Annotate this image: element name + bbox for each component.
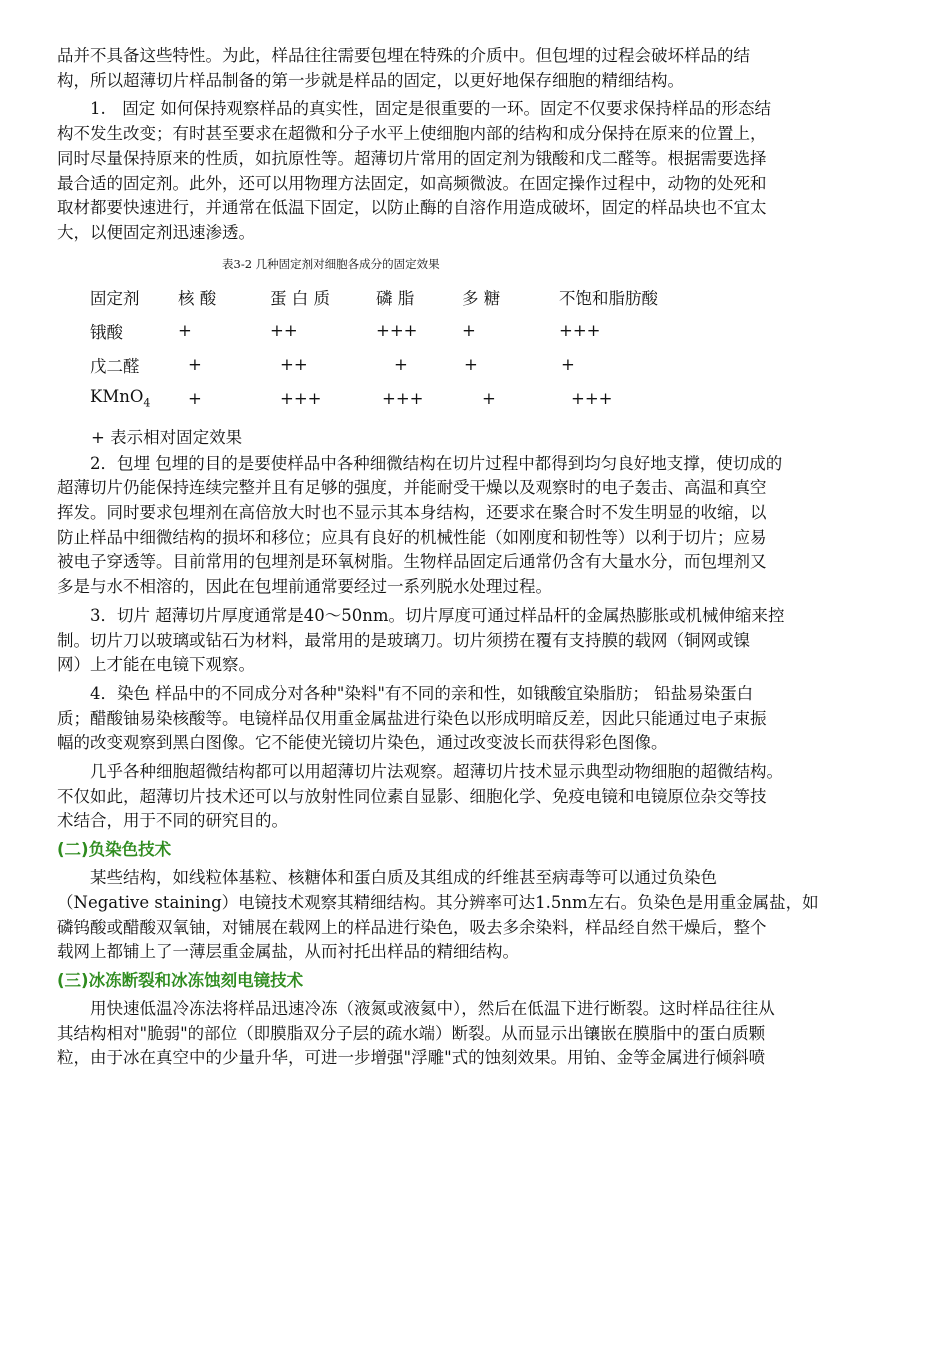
section-heading-negative-staining: (二)负染色技术 [57, 840, 172, 860]
table-cell: + [188, 355, 202, 375]
table-cell: +++ [559, 321, 601, 341]
table-cell: +++ [376, 321, 418, 341]
agent-formula: KMnO [90, 387, 144, 407]
table-cell: + [188, 389, 202, 409]
column-header: 多 糖 [462, 288, 501, 308]
column-header: 蛋 白 质 [270, 288, 330, 308]
table-row [90, 382, 658, 416]
table-cell: +++ [571, 389, 613, 409]
text-line: 大，以便固定剂迅速渗透。 [57, 222, 255, 242]
document-page [57, 44, 895, 1071]
text-line: 某些结构，如线粒体基粒、核糖体和蛋白质及其组成的纤维甚至病毒等可以通过负染色 [57, 868, 717, 888]
table-row [90, 314, 658, 348]
negative-staining-paragraph [57, 866, 895, 965]
text-line: 网）上才能在电镜下观察。 [57, 655, 255, 675]
text-line: 2．包埋 包埋的目的是要使样品中各种细微结构在切片过程中都得到均匀良好地支撑，使切成的 [57, 453, 783, 473]
text-line: 4．染色 样品中的不同成分对各种"染料"有不同的亲和性，如锇酸宜染脂肪； 铅盐易染蛋白 [57, 683, 754, 703]
column-header: 固定剂 [90, 288, 140, 308]
text-line: 超薄切片仍能保持连续完整并且有足够的强度，并能耐受干燥以及观察时的电子轰击、高温和真空 [57, 478, 767, 498]
table-cell [90, 382, 178, 416]
text-line: 粒，由于冰在真空中的少量升华，可进一步增强"浮雕"式的蚀刻效果。用铂、金等金属进行倾斜喷 [57, 1048, 766, 1068]
text-line: 1. 固定 如何保持观察样品的真实性，固定是很重要的一环。固定不仅要求保持样品的形态结 [57, 99, 771, 119]
text-line: 同时尽量保持原来的性质，如抗原性等。超薄切片常用的固定剂为锇酸和戊二醛等。根据需要选择 [57, 148, 767, 168]
text-line: 磷钨酸或醋酸双氧铀，对铺展在载网上的样品进行染色，吸去多余染料，样品经自然干燥后，整个 [57, 917, 767, 937]
text-line: 品并不具备这些特性。为此，样品往往需要包埋在特殊的介质中。但包埋的过程会破坏样品的结 [57, 46, 750, 65]
section-heading-freeze-fracture: (三)冰冻断裂和冰冻蚀刻电镜技术 [57, 970, 304, 990]
table-cell: ++ [270, 321, 298, 341]
table-cell: + [464, 355, 478, 375]
table-caption: 表3-2 几种固定剂对细胞各成分的固定效果 [222, 256, 440, 271]
staining-paragraph [57, 682, 895, 756]
text-line: （Negative staining）电镜技术观察其精细结构。其分辨率可达1.5nm左右。负染色是用重金属盐，如 [57, 892, 819, 912]
table-cell: + [561, 355, 575, 375]
text-line: 挥发。同时要求包埋剂在高倍放大时也不显示其本身结构，还要求在聚合时不发生明显的收缩，以 [57, 503, 767, 523]
fixative-table [90, 280, 658, 416]
text-line: 不仅如此，超薄切片技术还可以与放射性同位素自显影、细胞化学、免疫电镜和电镜原位杂交等技 [57, 786, 767, 806]
table-cell: + [462, 321, 476, 341]
fixation-paragraph [57, 97, 895, 245]
text-line: 几乎各种细胞超微结构都可以用超薄切片法观察。超薄切片技术显示典型动物细胞的超微结构。 [57, 762, 783, 782]
text-line: 用快速低温冷冻法将样品迅速冷冻（液氮或液氦中），然后在低温下进行断裂。这时样品往往从 [57, 998, 775, 1018]
table-cell: ++ [280, 355, 308, 375]
text-line: 取材都要快速进行，并通常在低温下固定，以防止酶的自溶作用造成破坏，固定的样品块也不宜太 [57, 198, 767, 218]
intro-paragraph [57, 44, 895, 93]
table-cell: +++ [382, 389, 424, 409]
agent-subscript: 4 [143, 396, 151, 410]
text-line: 载网上都铺上了一薄层重金属盐，从而衬托出样品的精细结构。 [57, 942, 519, 962]
text-line: 最合适的固定剂。此外，还可以用物理方法固定，如高频微波。在固定操作过程中，动物的处死和 [57, 173, 767, 193]
embedding-paragraph [57, 452, 895, 600]
table-cell: + [178, 321, 192, 341]
text-line: 被电子穿透等。目前常用的包埋剂是环氧树脂。生物样品固定后通常仍含有大量水分，而包埋剂又 [57, 552, 767, 572]
column-header: 核 酸 [178, 288, 217, 308]
text-line: 构，所以超薄切片样品制备的第一步就是样品的固定，以更好地保存细胞的精细结构。 [57, 70, 684, 90]
column-header: 磷 脂 [376, 288, 415, 308]
table-cell: +++ [280, 389, 322, 409]
text-line: 构不发生改变；有时甚至要求在超微和分子水平上使细胞内部的结构和成分保持在原来的位置上， [57, 124, 767, 144]
table-cell: 锇酸 [90, 322, 123, 342]
column-header: 不饱和脂肪酸 [559, 288, 658, 308]
table-row [90, 348, 658, 382]
text-line: 3．切片 超薄切片厚度通常是40～50nm。切片厚度可通过样品杆的金属热膨胀或机械伸缩来控 [57, 605, 785, 625]
table-cell: + [394, 355, 408, 375]
text-line: 质；醋酸铀易染核酸等。电镜样品仅用重金属盐进行染色以形成明暗反差，因此只能通过电子束振 [57, 708, 767, 728]
summary-paragraph [57, 760, 895, 834]
table-cell: + [482, 389, 496, 409]
text-line: 术结合，用于不同的研究目的。 [57, 811, 288, 831]
text-line: 多是与水不相溶的，因此在包埋前通常要经过一系列脱水处理过程。 [57, 577, 552, 597]
text-line: 防止样品中细微结构的损坏和移位；应具有良好的机械性能（如刚度和韧性等）以利于切片；应易 [57, 527, 767, 547]
text-line: 幅的改变观察到黑白图像。它不能使光镜切片染色，通过改变波长而获得彩色图像。 [57, 733, 668, 753]
sectioning-paragraph [57, 604, 895, 678]
text-line: 制。切片刀以玻璃或钻石为材料，最常用的是玻璃刀。切片须捞在覆有支持膜的载网（铜网或镍 [57, 630, 750, 650]
table-header-row [90, 280, 658, 314]
table-note: + 表示相对固定效果 [91, 427, 243, 447]
freeze-fracture-paragraph [57, 997, 895, 1071]
text-line: 其结构相对"脆弱"的部位（即膜脂双分子层的疏水端）断裂。从而显示出镶嵌在膜脂中的蛋白质颗 [57, 1023, 766, 1043]
table-cell: 戊二醛 [90, 356, 140, 376]
